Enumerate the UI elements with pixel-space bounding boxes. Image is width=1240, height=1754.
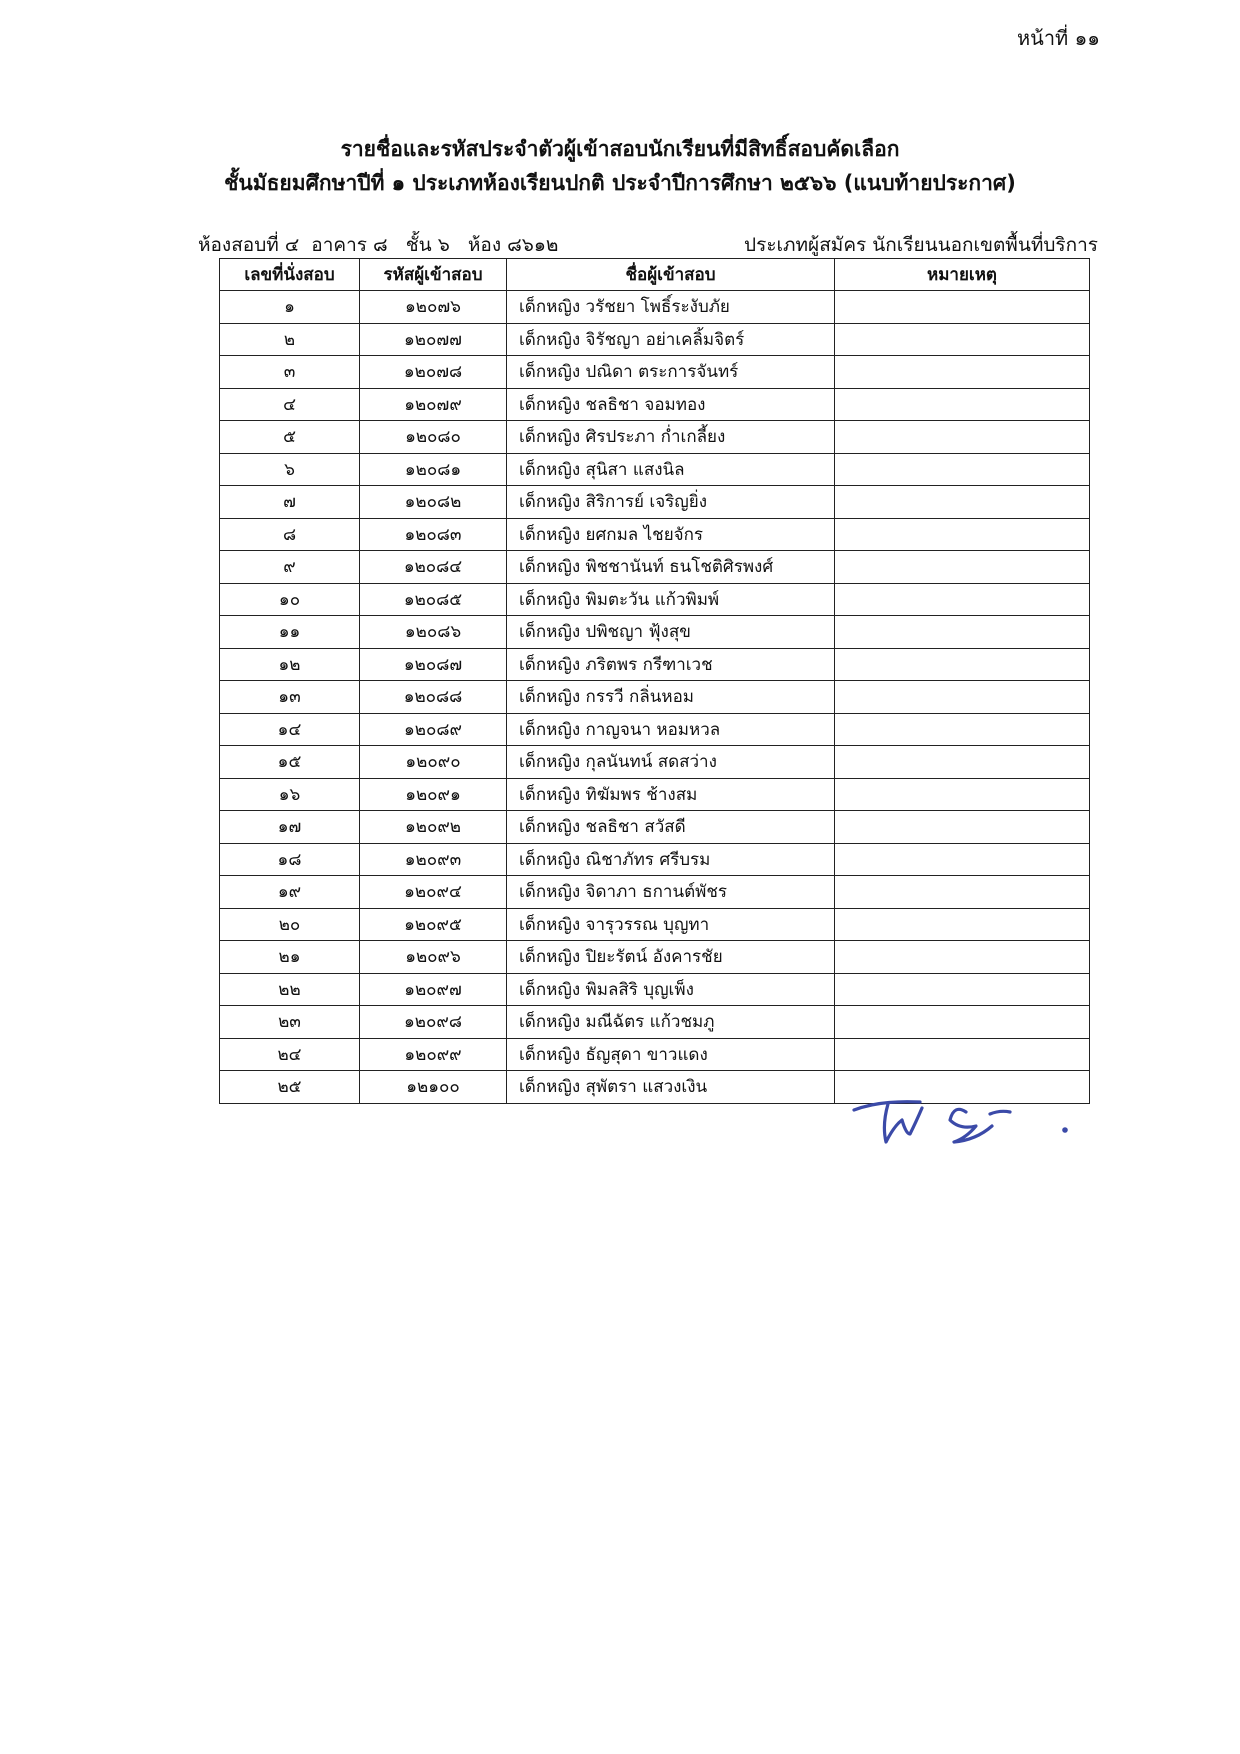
candidate-code-cell: ๑๒๑๐๐ [360,1071,507,1104]
candidate-name-cell: เด็กหญิง ชลธิชา จอมทอง [507,388,835,421]
candidate-name-cell: เด็กหญิง ยศกมล ไชยจักร [507,518,835,551]
remarks-cell [835,518,1090,551]
candidate-name-cell: เด็กหญิง ภริตพร กรีฑาเวช [507,648,835,681]
seat-number-cell: ๔ [220,388,360,421]
seat-number-cell: ๑๐ [220,583,360,616]
seat-number-cell: ๕ [220,421,360,454]
table-row [220,486,1090,519]
remarks-cell [835,551,1090,584]
remarks-cell [835,941,1090,974]
table-row [220,746,1090,779]
candidate-code-cell: ๑๒๐๗๖ [360,291,507,324]
candidate-code-cell: ๑๒๐๘๗ [360,648,507,681]
table-row [220,291,1090,324]
remarks-cell [835,1038,1090,1071]
candidate-name-cell: เด็กหญิง วรัชยา โพธิ์ระงับภัย [507,291,835,324]
candidate-code-cell: ๑๒๐๙๑ [360,778,507,811]
remarks-cell [835,973,1090,1006]
candidate-name-cell: เด็กหญิง สุพัตรา แสวงเงิน [507,1071,835,1104]
seat-number-cell: ๓ [220,356,360,389]
seat-number-cell: ๘ [220,518,360,551]
candidate-code-cell: ๑๒๐๘๓ [360,518,507,551]
table-row [220,583,1090,616]
document-subtitle: ชั้นมัธยมศึกษาปีที่ ๑ ประเภทห้องเรียนปกติ ประจำปีการศึกษา ๒๕๖๖ (แนบท้ายประกาศ) [224,171,1016,195]
candidate-name-cell: เด็กหญิง สิริการย์ เจริญยิ่ง [507,486,835,519]
seat-number-cell: ๒๐ [220,908,360,941]
candidate-code-cell: ๑๒๐๙๘ [360,1006,507,1039]
candidate-name-cell: เด็กหญิง ธัญสุดา ขาวแดง [507,1038,835,1071]
exam-room-info: ห้องสอบที่ ๔ อาคาร ๘ ชั้น ๖ ห้อง ๘๖๑๒ [198,234,559,256]
table-row [220,551,1090,584]
candidate-code-cell: ๑๒๐๙๔ [360,876,507,909]
table-row [220,778,1090,811]
candidate-name-cell: เด็กหญิง ชลธิชา สวัสดี [507,811,835,844]
seat-number-cell: ๑๑ [220,616,360,649]
document-title: รายชื่อและรหัสประจำตัวผู้เข้าสอบนักเรียนที่มีสิทธิ์สอบคัดเลือก [340,137,900,161]
candidate-code-cell: ๑๒๐๗๘ [360,356,507,389]
candidate-code-cell: ๑๒๐๙๕ [360,908,507,941]
candidate-name-cell: เด็กหญิง จิดาภา ธกานต์พัชร [507,876,835,909]
seat-number-cell: ๑๗ [220,811,360,844]
candidate-code-cell: ๑๒๐๘๒ [360,486,507,519]
remarks-cell [835,486,1090,519]
seat-number-cell: ๙ [220,551,360,584]
seat-number-cell: ๒๕ [220,1071,360,1104]
seat-number-cell: ๒๓ [220,1006,360,1039]
seat-number-cell: ๒ [220,323,360,356]
applicant-type: ประเภทผู้สมัคร นักเรียนนอกเขตพื้นที่บริการ [744,234,1098,256]
remarks-cell [835,681,1090,714]
header-remarks: หมายเหตุ [835,259,1090,291]
remarks-cell [835,291,1090,324]
remarks-cell [835,421,1090,454]
candidate-code-cell: ๑๒๐๘๘ [360,681,507,714]
candidate-name-cell: เด็กหญิง ศิรประภา ก่ำเกลี้ยง [507,421,835,454]
remarks-cell [835,356,1090,389]
candidate-code-cell: ๑๒๐๘๑ [360,453,507,486]
candidate-code-cell: ๑๒๐๗๙ [360,388,507,421]
table-row [220,941,1090,974]
table-row [220,323,1090,356]
candidate-name-cell: เด็กหญิง จารุวรรณ บุญทา [507,908,835,941]
candidate-code-cell: ๑๒๐๙๖ [360,941,507,974]
table-row [220,648,1090,681]
remarks-cell [835,648,1090,681]
candidate-name-cell: เด็กหญิง ปิยะรัตน์ อังคารชัย [507,941,835,974]
table-header-row [220,259,1090,291]
seat-number-cell: ๗ [220,486,360,519]
remarks-cell [835,811,1090,844]
candidate-code-cell: ๑๒๐๗๗ [360,323,507,356]
table-row [220,876,1090,909]
seat-number-cell: ๒๔ [220,1038,360,1071]
seat-number-cell: ๑๘ [220,843,360,876]
remarks-cell [835,876,1090,909]
remarks-cell [835,323,1090,356]
seat-number-cell: ๑๔ [220,713,360,746]
table-row [220,616,1090,649]
seat-number-cell: ๑๖ [220,778,360,811]
candidate-code-cell: ๑๒๐๙๗ [360,973,507,1006]
header-candidate-code: รหัสผู้เข้าสอบ [360,259,507,291]
seat-number-cell: ๑๕ [220,746,360,779]
header-seat-number: เลขที่นั่งสอบ [220,259,360,291]
seat-number-cell: ๖ [220,453,360,486]
candidate-name-cell: เด็กหญิง กาญจนา หอมหวล [507,713,835,746]
remarks-cell [835,843,1090,876]
candidate-code-cell: ๑๒๐๘๖ [360,616,507,649]
seat-number-cell: ๒๑ [220,941,360,974]
candidate-name-cell: เด็กหญิง พิมตะวัน แก้วพิมพ์ [507,583,835,616]
remarks-cell [835,746,1090,779]
candidate-name-cell: เด็กหญิง สุนิสา แสงนิล [507,453,835,486]
remarks-cell [835,908,1090,941]
candidate-code-cell: ๑๒๐๙๙ [360,1038,507,1071]
remarks-cell [835,1006,1090,1039]
table-row [220,356,1090,389]
table-row [220,518,1090,551]
candidate-code-cell: ๑๒๐๘๕ [360,583,507,616]
header-candidate-name: ชื่อผู้เข้าสอบ [507,259,835,291]
page-number: หน้าที่ ๑๑ [1016,26,1100,50]
seat-number-cell: ๑๒ [220,648,360,681]
seat-number-cell: ๒๒ [220,973,360,1006]
candidate-name-cell: เด็กหญิง จิรัชญา อย่าเคลิ้มจิตร์ [507,323,835,356]
candidate-name-cell: เด็กหญิง ปณิดา ตระการจันทร์ [507,356,835,389]
candidate-code-cell: ๑๒๐๙๓ [360,843,507,876]
candidate-name-cell: เด็กหญิง ทิฆัมพร ช้างสม [507,778,835,811]
candidate-code-cell: ๑๒๐๘๔ [360,551,507,584]
remarks-cell [835,713,1090,746]
candidate-table [219,258,1090,1104]
table-row [220,453,1090,486]
remarks-cell [835,778,1090,811]
candidate-name-cell: เด็กหญิง ปพิชญา ฟุ้งสุข [507,616,835,649]
seat-number-cell: ๑๙ [220,876,360,909]
table-row [220,1006,1090,1039]
table-row [220,973,1090,1006]
table-row [220,908,1090,941]
candidate-code-cell: ๑๒๐๘๙ [360,713,507,746]
table-row [220,843,1090,876]
candidate-name-cell: เด็กหญิง มณีฉัตร แก้วชมภู [507,1006,835,1039]
candidate-name-cell: เด็กหญิง กุลนันทน์ สดสว่าง [507,746,835,779]
candidate-code-cell: ๑๒๐๘๐ [360,421,507,454]
candidate-name-cell: เด็กหญิง กรรวี กลิ่นหอม [507,681,835,714]
candidate-code-cell: ๑๒๐๙๒ [360,811,507,844]
seat-number-cell: ๑ [220,291,360,324]
candidate-code-cell: ๑๒๐๙๐ [360,746,507,779]
table-row [220,681,1090,714]
remarks-cell [835,616,1090,649]
remarks-cell [835,453,1090,486]
seat-number-cell: ๑๓ [220,681,360,714]
candidate-name-cell: เด็กหญิง พิชชานันท์ ธนโชติศิรพงศ์ [507,551,835,584]
remarks-cell [835,388,1090,421]
candidate-name-cell: เด็กหญิง พิมลสิริ บุญเพ็ง [507,973,835,1006]
handwritten-signature [850,1090,1080,1160]
candidate-name-cell: เด็กหญิง ณิชาภัทร ศรีบรม [507,843,835,876]
table-row [220,421,1090,454]
table-row [220,388,1090,421]
table-row [220,713,1090,746]
table-row [220,1038,1090,1071]
table-row [220,811,1090,844]
remarks-cell [835,583,1090,616]
